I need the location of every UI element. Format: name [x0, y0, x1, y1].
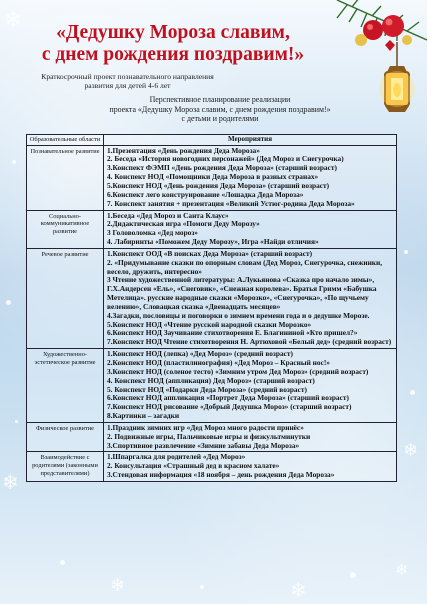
activities-cell	[104, 145, 397, 210]
area-cell: Познавательное развитие	[27, 145, 104, 210]
activity-item: 3 Чтение художественной литературы: А.Лукьянова «Сказка про начало зимы», Г.Х.Андерсен «Ель», «Снеговик», «Снежная королева». Братья Гримм «Бабушка Метелица». русские народные сказки «Морозко», «Снегурочка», «По щучьему велению», Словацкая сказка «Двенадцать месяцев»	[107, 275, 377, 311]
activity-item: 2. Консультация «Страшный дед в красном халате»	[107, 461, 280, 471]
activity-item: 6.Конспект НОД аппликация «Портрет Деда Мороза» (старший возраст)	[107, 393, 349, 403]
activity-item: 7. Конспект занятия + презентация «Великий Устюг-родина Деда Мороза»	[107, 198, 355, 208]
activity-item: 7.Конспект НОД рисование «Добрый Дедушка Мороз» (старший возраст)	[107, 402, 352, 412]
snow-dot	[200, 585, 204, 589]
area-cell: Художественно-эстетическое развитие	[27, 349, 104, 423]
activity-item: 4. Лабиринты «Поможем Деду Морозу», Игра «Найди отличия»	[107, 237, 319, 247]
activity-item: 2. Беседа «История новогодних персонажей» (Дед Мороз и Снегурочка)	[107, 154, 344, 164]
subtitle-line-2: развития для детей 4-6 лет	[84, 81, 171, 91]
snow-dot	[15, 420, 18, 423]
snow-dot	[404, 250, 408, 254]
table-header-row	[27, 135, 397, 146]
activity-item: 7.Конспект НОД Чтение стихотворения Н. Артюховой «Белый дед» (средний возраст)	[107, 337, 392, 347]
header-areas: Образовательные области	[27, 135, 104, 146]
page-title	[8, 22, 338, 66]
project-subtitle	[10, 72, 245, 90]
activities-cell	[104, 422, 397, 452]
activity-item: 6.Конспект лего конструирование «Лошадка Деда Мороза»	[107, 189, 304, 199]
activity-item: 2.Конспект НОД (пластилинография) «Дед Мороз – Красный нос!»	[107, 358, 330, 367]
activity-item: 5. Конспект НОД «Подарки Деда Мороза» (средний возраст)	[107, 384, 307, 394]
subtitle-line-1: Краткосрочный проект познавательного направления	[41, 72, 214, 81]
snow-dot	[60, 560, 65, 565]
fir-branch-icon	[337, 0, 427, 41]
activity-item: 1.Беседа «Дед Мороз и Санта Клаус»	[107, 210, 229, 220]
activity-item: 3.Стендовая информация «18 ноября – день рождения Деда Мороза»	[107, 470, 335, 480]
area-cell: Взаимодействие с родителями (законными представителями)	[27, 452, 104, 482]
table-body	[27, 145, 397, 481]
snowflake-icon: ❄	[395, 560, 409, 579]
activity-item: 4. Конспект НОД «Помощники Деда Мороза в разных странах»	[107, 172, 319, 182]
activities-cell	[104, 210, 397, 248]
activity-item: 8.Картинки – загадки	[107, 411, 180, 421]
activity-item: 3.Спортивное развлечение «Зимние забавы Деда Мороза»	[107, 440, 300, 450]
plan-heading	[60, 95, 380, 124]
snowflake-icon: ❄	[2, 470, 19, 494]
activity-item: 2.Дидактическая игра «Помоги Деду Морозу»	[107, 219, 260, 229]
snow-dot	[410, 390, 415, 395]
activity-item: 3 Головоломка «Дед мороз»	[107, 228, 198, 238]
activity-item: 2. «Придумывание сказки по опорным словам (Дед Мороз, Снегурочка, снежинки, весело, дружить, интересно»	[107, 257, 383, 276]
snow-dot	[6, 300, 11, 305]
activities-cell	[104, 248, 397, 348]
activity-item: 1.Конспект НОД (лепка) «Дед Мороз» (средний возраст)	[107, 349, 293, 359]
title-line-2: с днем рождения поздравим!»	[41, 44, 305, 65]
snow-dot	[12, 160, 16, 164]
snowflake-icon: ❄	[290, 578, 307, 602]
activity-item: 6.Конспект НОД Заучивание стихотворения Е. Благининой «Кто пришел?»	[107, 328, 358, 338]
activity-item: 1.Презентация «День рождения Деда Мороза»	[107, 145, 260, 155]
lantern-icon	[379, 42, 415, 112]
area-cell: Физическое развитие	[27, 422, 104, 452]
area-cell: Речевое развитие	[27, 248, 104, 348]
table-row	[27, 452, 397, 482]
header-activities: Мероприятия	[104, 135, 397, 146]
activities-cell	[104, 349, 397, 423]
planning-table	[26, 134, 397, 482]
plan-line-3: с детьми и родителями	[181, 114, 259, 124]
activity-item: 4.Загадки, пословицы и поговорки о зимнем времени года и о дедушке Морозе.	[107, 310, 370, 320]
activity-item: 2. Подвижные игры, Пальчиковые игры и физкультминутки	[107, 431, 311, 441]
snowflake-icon: ❄	[403, 440, 419, 461]
snow-dot	[350, 572, 356, 578]
area-cell: Социально-коммуникативное развитие	[27, 210, 104, 248]
table-row	[27, 349, 397, 423]
table-row	[27, 145, 397, 210]
activity-item: 5.Конспект НОД «День рождения Деда Мороза» (старший возраст)	[107, 180, 330, 190]
plan-line-1: Перспективное планирование реализации	[149, 95, 291, 104]
table-row	[27, 248, 397, 348]
activities-cell	[104, 452, 397, 482]
table-row	[27, 210, 397, 248]
activity-item: 3.Конспект ФЭМП «День рождения Деда Мороза» (старший возраст)	[107, 163, 337, 173]
activity-item: 1.Праздник зимних игр «Дед Мороз много радости принёс»	[107, 422, 304, 432]
table-row	[27, 422, 397, 452]
activity-item: 3.Конспект НОД (соленое тесто) «Зимним утром Дед Мороз» (средний возраст)	[107, 366, 369, 376]
activity-item: 1.Конспект ООД «В поисках Деда Мороза» (старший возраст)	[107, 248, 313, 258]
title-line-1: «Дедушку Мороза славим,	[56, 22, 290, 43]
activity-item: 4. Конспект НОД (аппликация) Дед Мороз» (старший возраст)	[107, 375, 315, 385]
activity-item: 5.Конспект НОД «Чтение русской народной сказки Морозко»	[107, 319, 312, 329]
plan-line-2: проекта «Дедушку Мороза славим, с днем рождения поздравим!»	[109, 104, 331, 114]
snowflake-icon: ❄	[4, 8, 23, 33]
snowflake-icon: ❄	[110, 575, 126, 596]
activity-item: 1.Шпаргалка для родителей «Дед Мороз»	[107, 452, 246, 462]
